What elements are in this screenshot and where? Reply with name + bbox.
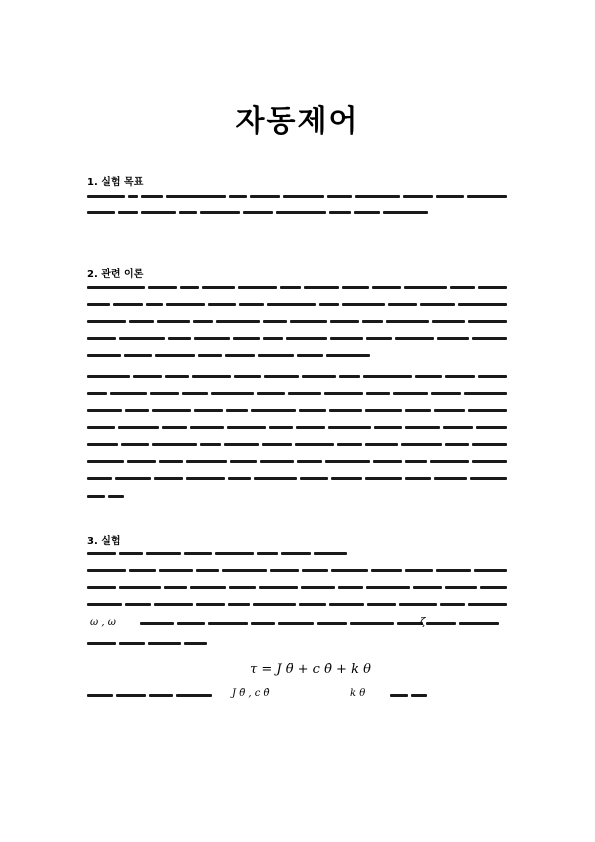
text-segment: [437, 337, 468, 340]
text-segment: [314, 552, 347, 555]
text-segment: [125, 409, 148, 412]
text-segment: [405, 460, 427, 463]
text-segment: [288, 392, 321, 395]
text-segment: [304, 286, 339, 289]
text-segment: [113, 303, 142, 306]
text-segment: [165, 375, 188, 378]
text-segment: [458, 303, 507, 306]
text-segment: [399, 603, 436, 606]
text-segment: [472, 337, 507, 340]
text-segment: [445, 375, 474, 378]
text-segment: [87, 286, 145, 289]
text-segment: [467, 195, 507, 198]
text-segment: [118, 426, 159, 429]
text-segment: [257, 552, 279, 555]
text-segment: [228, 603, 250, 606]
text-segment: [404, 286, 447, 289]
text-segment: [108, 495, 124, 498]
text-segment: [180, 286, 199, 289]
text-line: [87, 641, 207, 646]
text-line: [87, 602, 507, 607]
text-segment: [405, 477, 430, 480]
text-segment: [297, 460, 322, 463]
text-segment: [154, 477, 183, 480]
text-segment: [459, 622, 499, 625]
text-segment: [269, 426, 293, 429]
text-segment: [300, 477, 327, 480]
text-segment: [403, 195, 433, 198]
text-segment: [177, 622, 205, 625]
text-segment: [87, 603, 122, 606]
text-segment: [388, 303, 417, 306]
text-segment: [87, 426, 115, 429]
text-segment: [87, 409, 122, 412]
text-segment: [420, 303, 455, 306]
text-segment: [329, 211, 351, 214]
inline-math-natural-frequency: ω , ω: [90, 617, 116, 628]
text-segment: [226, 409, 248, 412]
text-segment: [200, 443, 222, 446]
text-segment: [198, 354, 222, 357]
text-segment: [87, 460, 124, 463]
text-segment: [121, 443, 148, 446]
text-line: [87, 476, 507, 481]
text-segment: [87, 354, 121, 357]
text-segment: [202, 286, 235, 289]
text-segment: [330, 337, 363, 340]
text-segment: [367, 603, 396, 606]
text-segment: [331, 477, 362, 480]
text-segment: [87, 195, 125, 198]
text-segment: [431, 392, 460, 395]
text-segment: [140, 622, 174, 625]
text-segment: [329, 603, 364, 606]
text-segment: [270, 569, 299, 572]
text-segment: [251, 622, 275, 625]
text-line: [390, 693, 430, 698]
text-segment: [208, 622, 248, 625]
text-line: [87, 194, 507, 199]
text-segment: [229, 586, 257, 589]
text-segment: [405, 426, 440, 429]
text-segment: [229, 195, 247, 198]
text-segment: [464, 392, 507, 395]
text-segment: [196, 569, 219, 572]
text-segment: [87, 642, 116, 645]
text-segment: [299, 409, 326, 412]
text-segment: [263, 337, 283, 340]
text-segment: [127, 460, 156, 463]
text-segment: [365, 409, 402, 412]
text-segment: [194, 409, 223, 412]
text-line: [87, 285, 507, 290]
text-segment: [366, 586, 409, 589]
text-segment: [146, 552, 181, 555]
text-segment: [250, 195, 280, 198]
text-segment: [119, 586, 160, 589]
text-segment: [415, 375, 442, 378]
text-segment: [329, 409, 362, 412]
text-segment: [222, 569, 267, 572]
text-segment: [325, 460, 370, 463]
text-segment: [141, 195, 163, 198]
text-segment: [141, 211, 176, 214]
text-segment: [432, 320, 465, 323]
text-line: [87, 442, 507, 447]
text-segment: [365, 477, 402, 480]
text-segment: [434, 477, 467, 480]
text-segment: [154, 603, 193, 606]
text-segment: [157, 320, 190, 323]
text-segment: [295, 443, 334, 446]
text-segment: [281, 552, 310, 555]
text-segment: [124, 354, 152, 357]
text-segment: [148, 642, 181, 645]
text-segment: [215, 552, 254, 555]
text-segment: [211, 392, 254, 395]
text-segment: [436, 569, 471, 572]
text-segment: [297, 354, 323, 357]
text-segment: [87, 392, 107, 395]
text-segment: [190, 426, 223, 429]
text-segment: [331, 569, 368, 572]
text-segment: [194, 337, 229, 340]
text-segment: [228, 477, 251, 480]
text-segment: [327, 195, 352, 198]
text-segment: [253, 603, 296, 606]
text-segment: [445, 586, 476, 589]
text-segment: [87, 495, 105, 498]
text-segment: [354, 211, 380, 214]
text-segment: [395, 337, 434, 340]
text-segment: [87, 337, 116, 340]
text-segment: [129, 569, 156, 572]
text-segment: [150, 392, 179, 395]
text-segment: [472, 460, 507, 463]
text-segment: [299, 603, 326, 606]
text-segment: [234, 375, 261, 378]
text-segment: [224, 443, 259, 446]
text-segment: [328, 426, 371, 429]
text-segment: [116, 694, 146, 697]
text-segment: [168, 337, 192, 340]
text-segment: [243, 211, 273, 214]
text-segment: [393, 392, 428, 395]
text-segment: [365, 443, 398, 446]
text-segment: [239, 303, 264, 306]
text-segment: [190, 586, 225, 589]
text-segment: [445, 443, 468, 446]
text-segment: [283, 195, 325, 198]
text-segment: [110, 392, 147, 395]
text-segment: [182, 392, 208, 395]
text-line: [87, 210, 507, 215]
text-segment: [413, 586, 442, 589]
text-segment: [474, 569, 507, 572]
text-segment: [119, 552, 143, 555]
text-segment: [254, 477, 297, 480]
text-segment: [166, 303, 205, 306]
text-segment: [440, 603, 465, 606]
text-line: [87, 408, 507, 413]
text-segment: [371, 569, 402, 572]
text-segment: [184, 642, 207, 645]
text-segment: [176, 694, 212, 697]
text-segment: [152, 409, 191, 412]
text-segment: [434, 409, 465, 412]
text-segment: [280, 286, 301, 289]
text-segment: [386, 320, 429, 323]
equation-of-motion: τ = J θ̈ + c θ̇ + k θ: [250, 662, 371, 677]
text-segment: [87, 303, 110, 306]
inline-math-damping-ratio: ζ: [420, 617, 426, 628]
text-segment: [233, 337, 261, 340]
text-segment: [251, 409, 296, 412]
text-segment: [87, 552, 116, 555]
text-segment: [216, 320, 261, 323]
text-segment: [87, 694, 113, 697]
text-line: [87, 336, 507, 341]
inline-math-stiffness-term: k θ: [350, 688, 366, 699]
document-title: 자동제어: [235, 104, 360, 139]
section-heading-objective: 1. 실험 목표: [87, 177, 144, 188]
text-segment: [366, 337, 392, 340]
text-segment: [301, 586, 334, 589]
text-segment: [115, 477, 150, 480]
text-segment: [238, 286, 277, 289]
text-line: [87, 459, 507, 464]
text-segment: [302, 375, 335, 378]
text-line: [140, 621, 507, 626]
text-segment: [155, 354, 195, 357]
text-segment: [362, 320, 383, 323]
text-segment: [186, 460, 227, 463]
section-heading-experiment: 3. 실험: [87, 536, 121, 547]
text-segment: [133, 375, 162, 378]
text-segment: [192, 375, 231, 378]
text-segment: [125, 603, 150, 606]
text-line: [87, 391, 507, 396]
text-line: [87, 425, 507, 430]
text-segment: [264, 375, 299, 378]
text-segment: [162, 426, 188, 429]
text-segment: [186, 477, 225, 480]
text-segment: [208, 303, 235, 306]
text-segment: [337, 443, 362, 446]
text-segment: [262, 443, 291, 446]
text-segment: [472, 443, 507, 446]
text-segment: [350, 622, 394, 625]
text-segment: [152, 443, 197, 446]
text-segment: [478, 375, 507, 378]
text-segment: [164, 586, 188, 589]
text-segment: [342, 286, 369, 289]
text-segment: [405, 569, 432, 572]
section-heading-theory: 2. 관련 이론: [87, 269, 144, 280]
text-segment: [470, 477, 507, 480]
text-segment: [267, 303, 316, 306]
text-segment: [430, 460, 469, 463]
text-segment: [338, 586, 364, 589]
text-segment: [317, 622, 347, 625]
text-segment: [374, 426, 402, 429]
text-segment: [372, 286, 401, 289]
text-segment: [87, 569, 126, 572]
text-segment: [87, 443, 118, 446]
text-segment: [119, 337, 164, 340]
text-line: [87, 353, 507, 358]
text-line: [87, 693, 217, 698]
text-segment: [286, 337, 327, 340]
text-segment: [196, 603, 225, 606]
text-segment: [450, 286, 475, 289]
text-segment: [302, 569, 327, 572]
text-segment: [225, 354, 255, 357]
text-segment: [319, 303, 339, 306]
text-segment: [383, 211, 428, 214]
text-segment: [390, 694, 408, 697]
text-line: [87, 302, 507, 307]
text-segment: [227, 426, 266, 429]
text-segment: [478, 286, 507, 289]
text-segment: [468, 409, 507, 412]
text-segment: [184, 552, 211, 555]
text-segment: [179, 211, 197, 214]
text-line: [87, 585, 507, 590]
text-line: [87, 568, 507, 573]
text-segment: [468, 603, 507, 606]
text-segment: [200, 211, 240, 214]
text-line: [87, 494, 127, 499]
text-segment: [87, 211, 115, 214]
text-segment: [259, 586, 298, 589]
text-segment: [148, 286, 177, 289]
text-segment: [87, 477, 112, 480]
text-segment: [87, 586, 116, 589]
text-segment: [363, 375, 412, 378]
text-segment: [87, 375, 130, 378]
text-segment: [87, 320, 126, 323]
text-segment: [146, 303, 164, 306]
text-segment: [193, 320, 212, 323]
text-segment: [118, 211, 138, 214]
text-segment: [278, 622, 314, 625]
text-segment: [159, 569, 192, 572]
text-segment: [159, 460, 182, 463]
text-segment: [401, 443, 442, 446]
text-segment: [366, 392, 390, 395]
text-line: [87, 319, 507, 324]
text-segment: [355, 195, 400, 198]
text-segment: [443, 426, 472, 429]
text-segment: [330, 320, 359, 323]
text-segment: [263, 320, 286, 323]
text-segment: [290, 320, 327, 323]
text-segment: [166, 195, 226, 198]
text-segment: [436, 195, 464, 198]
text-segment: [476, 426, 507, 429]
text-line: [87, 551, 347, 556]
text-segment: [128, 195, 138, 198]
text-segment: [339, 375, 361, 378]
text-segment: [324, 392, 363, 395]
text-segment: [119, 642, 144, 645]
text-segment: [230, 460, 257, 463]
text-segment: [373, 460, 402, 463]
text-segment: [296, 426, 325, 429]
text-segment: [149, 694, 173, 697]
text-segment: [258, 354, 294, 357]
text-segment: [426, 622, 456, 625]
text-segment: [411, 694, 427, 697]
text-segment: [260, 460, 293, 463]
text-segment: [468, 320, 507, 323]
inline-math-inertia-terms: J θ̈ , c θ̇: [232, 688, 270, 699]
text-segment: [129, 320, 154, 323]
text-line: [87, 374, 507, 379]
text-segment: [342, 303, 385, 306]
text-segment: [405, 409, 430, 412]
text-segment: [480, 586, 508, 589]
text-segment: [276, 211, 326, 214]
text-segment: [326, 354, 370, 357]
text-segment: [257, 392, 285, 395]
